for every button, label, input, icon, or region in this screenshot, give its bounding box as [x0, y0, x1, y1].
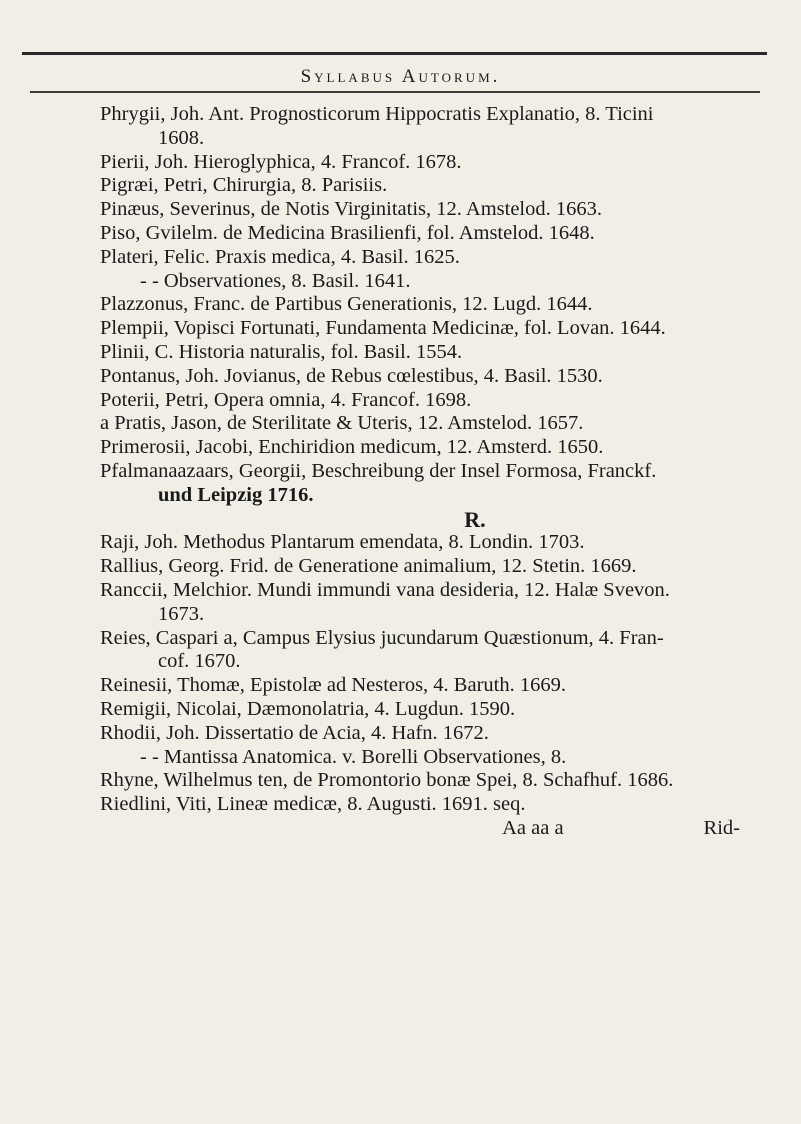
- section-letter: R.: [464, 506, 486, 532]
- list-item: Pfalmanaazaars, Georgii, Beschreibung der Insel Formosa, Franckf.: [100, 459, 657, 482]
- list-item: Ranccii, Melchior. Mundi immundi vana desideria, 12. Halæ Svevon.: [100, 578, 670, 601]
- list-item: Reies, Caspari a, Campus Elysius jucundarum Quæstionum, 4. Fran-: [100, 626, 664, 649]
- list-item: Plempii, Vopisci Fortunati, Fundamenta Medicinæ, fol. Lovan. 1644.: [100, 317, 666, 340]
- author-list: [100, 103, 790, 841]
- signature-mark: Aa aa a: [502, 816, 564, 839]
- list-item: Poterii, Petri, Opera omnia, 4. Francof. 1698.: [100, 388, 472, 411]
- list-item: Rhodii, Joh. Dissertatio de Acia, 4. Hafn. 1672.: [100, 721, 489, 744]
- list-item: - - Observationes, 8. Basil. 1641.: [140, 269, 411, 292]
- list-item: Pigræi, Petri, Chirurgia, 8. Parisiis.: [100, 174, 388, 197]
- header-rule: [30, 91, 760, 93]
- list-item: Plinii, C. Historia naturalis, fol. Basil. 1554.: [100, 340, 463, 363]
- list-item: 1608.: [158, 126, 205, 149]
- list-item: Plateri, Felic. Praxis medica, 4. Basil. 1625.: [100, 245, 460, 268]
- list-item: Rhyne, Wilhelmus ten, de Promontorio bonæ Spei, 8. Schafhuf. 1686.: [100, 769, 674, 792]
- top-rule: [22, 52, 767, 55]
- list-item: cof. 1670.: [158, 650, 241, 673]
- list-item: Primerosii, Jacobi, Enchiridion medicum, 12. Amsterd. 1650.: [100, 436, 604, 459]
- list-item: Phrygii, Joh. Ant. Prognosticorum Hippocratis Explanatio, 8. Ticini: [100, 103, 654, 125]
- list-item: a Pratis, Jason, de Sterilitate & Uteris, 12. Amstelod. 1657.: [100, 412, 584, 435]
- list-item: Pierii, Joh. Hieroglyphica, 4. Francof. 1678.: [100, 150, 462, 173]
- list-item: Riedlini, Viti, Lineæ medicæ, 8. Augusti. 1691. seq.: [100, 793, 526, 816]
- list-item: Plazzonus, Franc. de Partibus Generationis, 12. Lugd. 1644.: [100, 293, 593, 316]
- list-item: Reinesii, Thomæ, Epistolæ ad Nesteros, 4. Baruth. 1669.: [100, 674, 566, 697]
- list-item: Pinæus, Severinus, de Notis Virginitatis, 12. Amstelod. 1663.: [100, 198, 602, 221]
- list-item: Piso, Gvilelm. de Medicina Brasilienfi, fol. Amstelod. 1648.: [100, 221, 595, 244]
- page-footer: [100, 817, 790, 841]
- list-item: und Leipzig 1716.: [158, 483, 314, 506]
- list-item: Raji, Joh. Methodus Plantarum emendata, 8. Londin. 1703.: [100, 531, 585, 554]
- list-item: Remigii, Nicolai, Dæmonolatria, 4. Lugdun. 1590.: [100, 697, 516, 720]
- running-header: Syllabus Autorum.: [300, 66, 501, 87]
- list-item: Pontanus, Joh. Jovianus, de Rebus cœlestibus, 4. Basil. 1530.: [100, 364, 603, 387]
- catchword: Rid-: [703, 816, 740, 839]
- list-item: - - Mantissa Anatomica. v. Borelli Observationes, 8.: [140, 745, 567, 768]
- list-item: Rallius, Georg. Frid. de Generatione animalium, 12. Stetin. 1669.: [100, 555, 637, 578]
- list-item: 1673.: [158, 602, 205, 625]
